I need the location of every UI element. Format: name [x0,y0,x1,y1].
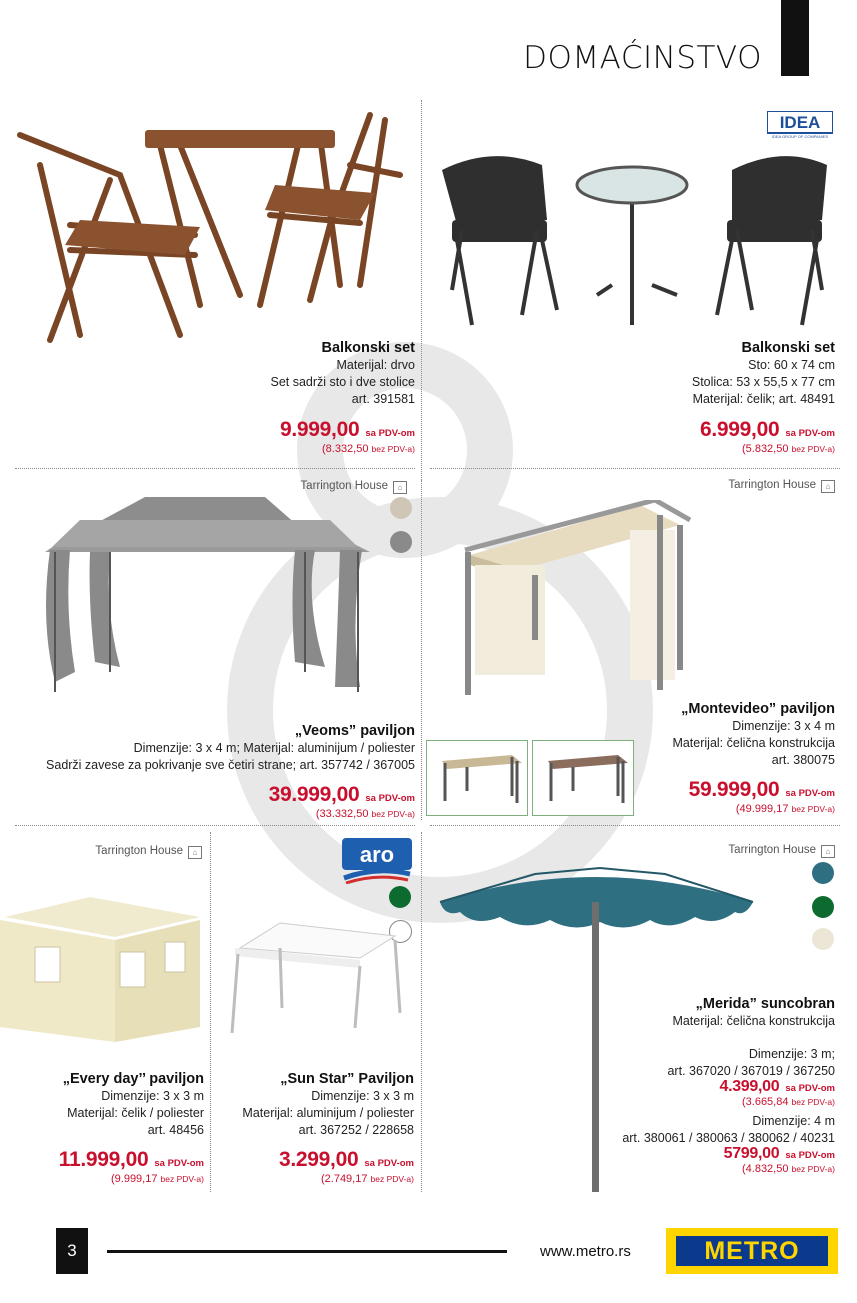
price: 59.999,00 [688,778,780,801]
house-icon: ⌂ [821,480,835,493]
page-number: 3 [56,1228,88,1274]
product-name: „Sun Star” Paviljon [280,1071,414,1087]
product-detail: Materijal: čelična konstrukcija [672,1014,835,1028]
price-block [59,1148,204,1187]
product-detail: Set sadrži sto i dve stolice [270,375,415,389]
with-vat-label: sa PDV-om [785,1150,835,1161]
price: 4.399,00 [719,1078,780,1095]
price-net: (8.332,50 [321,443,369,455]
price-net: (2.749,17 [320,1173,368,1185]
price-net: (3.665,84 [741,1096,789,1108]
price-block [689,778,835,817]
house-icon: ⌂ [188,846,202,859]
brand-name: Tarrington House [728,479,816,491]
footer-url-link[interactable]: www.metro.rs [540,1243,631,1260]
product-name: „Every day’’ paviljon [62,1071,204,1087]
product-montevideo-paviljon [672,700,835,769]
product-detail: Dimenzije: 3 x 4 m [732,719,835,733]
aro-logo [342,838,412,884]
horizontal-divider [430,825,840,826]
idea-logo-text: IDEA [779,113,821,132]
price-block [724,1145,835,1176]
without-vat-label: bez PDV-a) [791,1164,835,1174]
with-vat-label: sa PDV-om [785,788,835,799]
variant-thumbnail[interactable] [426,740,528,816]
price-net: (33.332,50 [315,808,369,820]
vertical-divider [210,832,211,1192]
with-vat-label: sa PDV-om [364,1158,414,1169]
product-detail: art. 380075 [771,753,835,767]
with-vat-label: sa PDV-om [154,1158,204,1169]
variant-3m [667,1046,835,1080]
house-icon: ⌂ [821,845,835,858]
price: 5799,00 [723,1145,780,1162]
price-block [719,1078,835,1109]
with-vat-label: sa PDV-om [785,428,835,439]
without-vat-label: bez PDV-a) [371,444,415,454]
price: 6.999,00 [700,418,780,441]
vertical-divider [421,832,422,1192]
price: 3.299,00 [279,1148,359,1171]
price-block [280,418,415,457]
montevideo-pergola-image [460,500,700,700]
without-vat-label: bez PDV-a) [371,809,415,819]
price: 11.999,00 [58,1148,149,1171]
pergola-thumbnail-image [533,741,633,815]
idea-logo [767,111,833,139]
product-detail: Stolica: 53 x 55,5 x 77 cm [691,375,835,389]
variant-4m [622,1113,835,1147]
product-detail: Materijal: aluminijum / poliester [242,1106,414,1120]
color-swatch-beige[interactable] [390,497,412,519]
variant-dimensions: Dimenzije: 3 m; [748,1047,835,1061]
brand-name: Tarrington House [95,845,183,857]
aro-logo-text: aro [359,842,395,867]
variant-dimensions: Dimenzije: 4 m [752,1114,835,1128]
product-detail: art. 48456 [147,1123,204,1137]
price-net: (9.999,17 [110,1173,158,1185]
footer-rule [107,1250,507,1253]
product-detail: Dimenzije: 3 x 3 m [101,1089,204,1103]
with-vat-label: sa PDV-om [365,428,415,439]
product-every-day-paviljon [63,1070,204,1139]
section-title: DOMAĆINSTVO [523,40,762,76]
sun-star-gazebo-image [220,918,410,1038]
brand-label [728,844,835,858]
wooden-balcony-set-image [10,105,410,345]
price-block [700,418,835,457]
with-vat-label: sa PDV-om [785,1083,835,1094]
product-detail: Materijal: čelična konstrukcija [672,736,835,750]
vertical-divider [421,100,422,490]
price-block [269,783,415,822]
horizontal-divider [15,468,415,469]
color-swatch-grey[interactable] [390,531,412,553]
brand-name: Tarrington House [300,480,388,492]
brand-label [95,845,202,859]
product-name: „Montevideo” paviljon [681,701,835,717]
product-detail: Materijal: drvo [336,358,415,372]
product-detail: Materijal: čelik; art. 48491 [692,392,835,406]
house-icon: ⌂ [393,481,407,494]
variant-art: art. 367020 / 367019 / 367250 [667,1064,835,1078]
variant-art: art. 380061 / 380063 / 380062 / 40231 [622,1131,835,1145]
vertical-divider [421,480,422,820]
horizontal-divider [430,468,840,469]
every-day-gazebo-image [0,892,205,1052]
metro-logo [666,1228,838,1274]
price-net: (5.832,50 [741,443,789,455]
product-detail: art. 367252 / 228658 [298,1123,414,1137]
color-swatch-cream[interactable] [812,928,834,950]
product-detail: Sto: 60 x 74 cm [748,358,835,372]
without-vat-label: bez PDV-a) [791,444,835,454]
product-name: Balkonski set [321,340,415,356]
with-vat-label: sa PDV-om [365,793,415,804]
header-bar [781,0,809,76]
price: 9.999,00 [280,418,360,441]
product-detail: Sadrži zavese za pokrivanje sve četiri strane; art. 357742 / 367005 [46,758,415,772]
product-detail: Dimenzije: 3 x 3 m [311,1089,414,1103]
price-net: (49.999,17 [735,803,789,815]
product-detail: Dimenzije: 3 x 4 m; Materijal: aluminijum / poliester [133,741,415,755]
without-vat-label: bez PDV-a) [370,1174,414,1184]
horizontal-divider [15,825,415,826]
color-swatch-green[interactable] [812,896,834,918]
metro-logo-text: METRO [676,1236,828,1266]
pergola-thumbnail-image [427,741,527,815]
veoms-gazebo-image [40,492,370,702]
without-vat-label: bez PDV-a) [791,804,835,814]
without-vat-label: bez PDV-a) [791,1097,835,1107]
brand-label [728,479,835,493]
product-veoms-paviljon [46,722,415,774]
price-net: (4.832,50 [741,1163,789,1175]
color-swatch-green[interactable] [389,886,411,908]
product-name: „Merida” suncobran [695,996,835,1012]
product-sun-star-paviljon [242,1070,414,1139]
product-name: „Veoms” paviljon [294,723,415,739]
product-balkonski-set-rattan [692,339,835,408]
product-name: Balkonski set [741,340,835,356]
product-merida-suncobran [672,995,835,1030]
price: 39.999,00 [268,783,360,806]
product-balkonski-set-wood [270,339,415,408]
rattan-balcony-set-image [432,150,837,335]
color-swatch-teal[interactable] [812,862,834,884]
price-block [279,1148,414,1187]
product-detail: art. 391581 [351,392,415,406]
without-vat-label: bez PDV-a) [160,1174,204,1184]
idea-logo-subtext: IDEA GROUP OF COMPANIES [771,134,829,139]
brand-name: Tarrington House [728,844,816,856]
product-detail: Materijal: čelik / poliester [67,1106,204,1120]
variant-thumbnail[interactable] [532,740,634,816]
